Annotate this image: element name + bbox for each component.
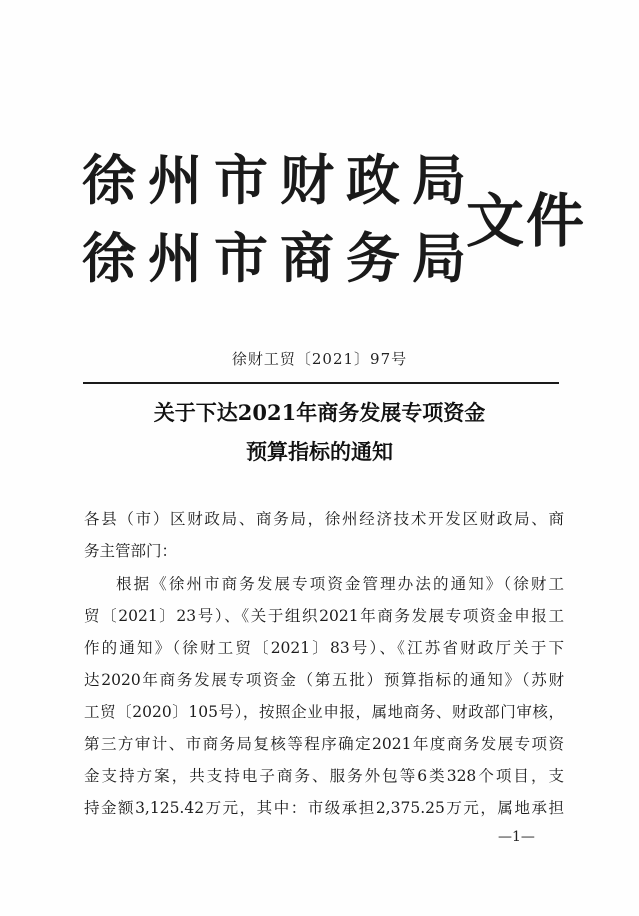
document-type-label: 文件 [466, 187, 587, 255]
body-line: 根据《徐州市商务发展专项资金管理办法的通知》（徐财工 [116, 575, 564, 593]
body-line: 第三方审计、市商务局复核等程序确定2021年度商务发展专项资 [84, 735, 564, 753]
body-line: 贸〔2021〕23号）、《关于组织2021年商务发展专项资金申报工 [84, 607, 564, 625]
body-line: 持金额3,125.42万元，其中：市级承担2,375.25万元，属地承担 [84, 799, 564, 817]
body-line: 工贸〔2020〕105号），按照企业申报，属地商务、财政部门审核， [84, 703, 564, 721]
issuer-commerce-bureau: 徐州市商务局 [82, 227, 478, 290]
header-divider [83, 382, 559, 384]
body-line: 作的通知》（徐财工贸〔2021〕83号）、《江苏省财政厅关于下 [84, 639, 564, 657]
addressee-line-2: 务主管部门： [84, 542, 178, 560]
page-number: —1— [498, 829, 535, 845]
addressee-line-1: 各县（市）区财政局、商务局，徐州经济技术开发区财政局、商 [84, 510, 564, 528]
issuer-finance-bureau: 徐州市财政局 [82, 149, 478, 212]
title-line-2: 预算指标的通知 [246, 439, 393, 464]
body-line: 达2020年商务发展专项资金（第五批）预算指标的通知》（苏财 [84, 671, 564, 689]
body-line: 金支持方案，共支持电子商务、服务外包等6类328个项目，支 [84, 767, 564, 785]
document-number: 徐财工贸〔2021〕97号 [231, 350, 408, 368]
title-line-1: 关于下达2021年商务发展专项资金 [153, 400, 486, 425]
